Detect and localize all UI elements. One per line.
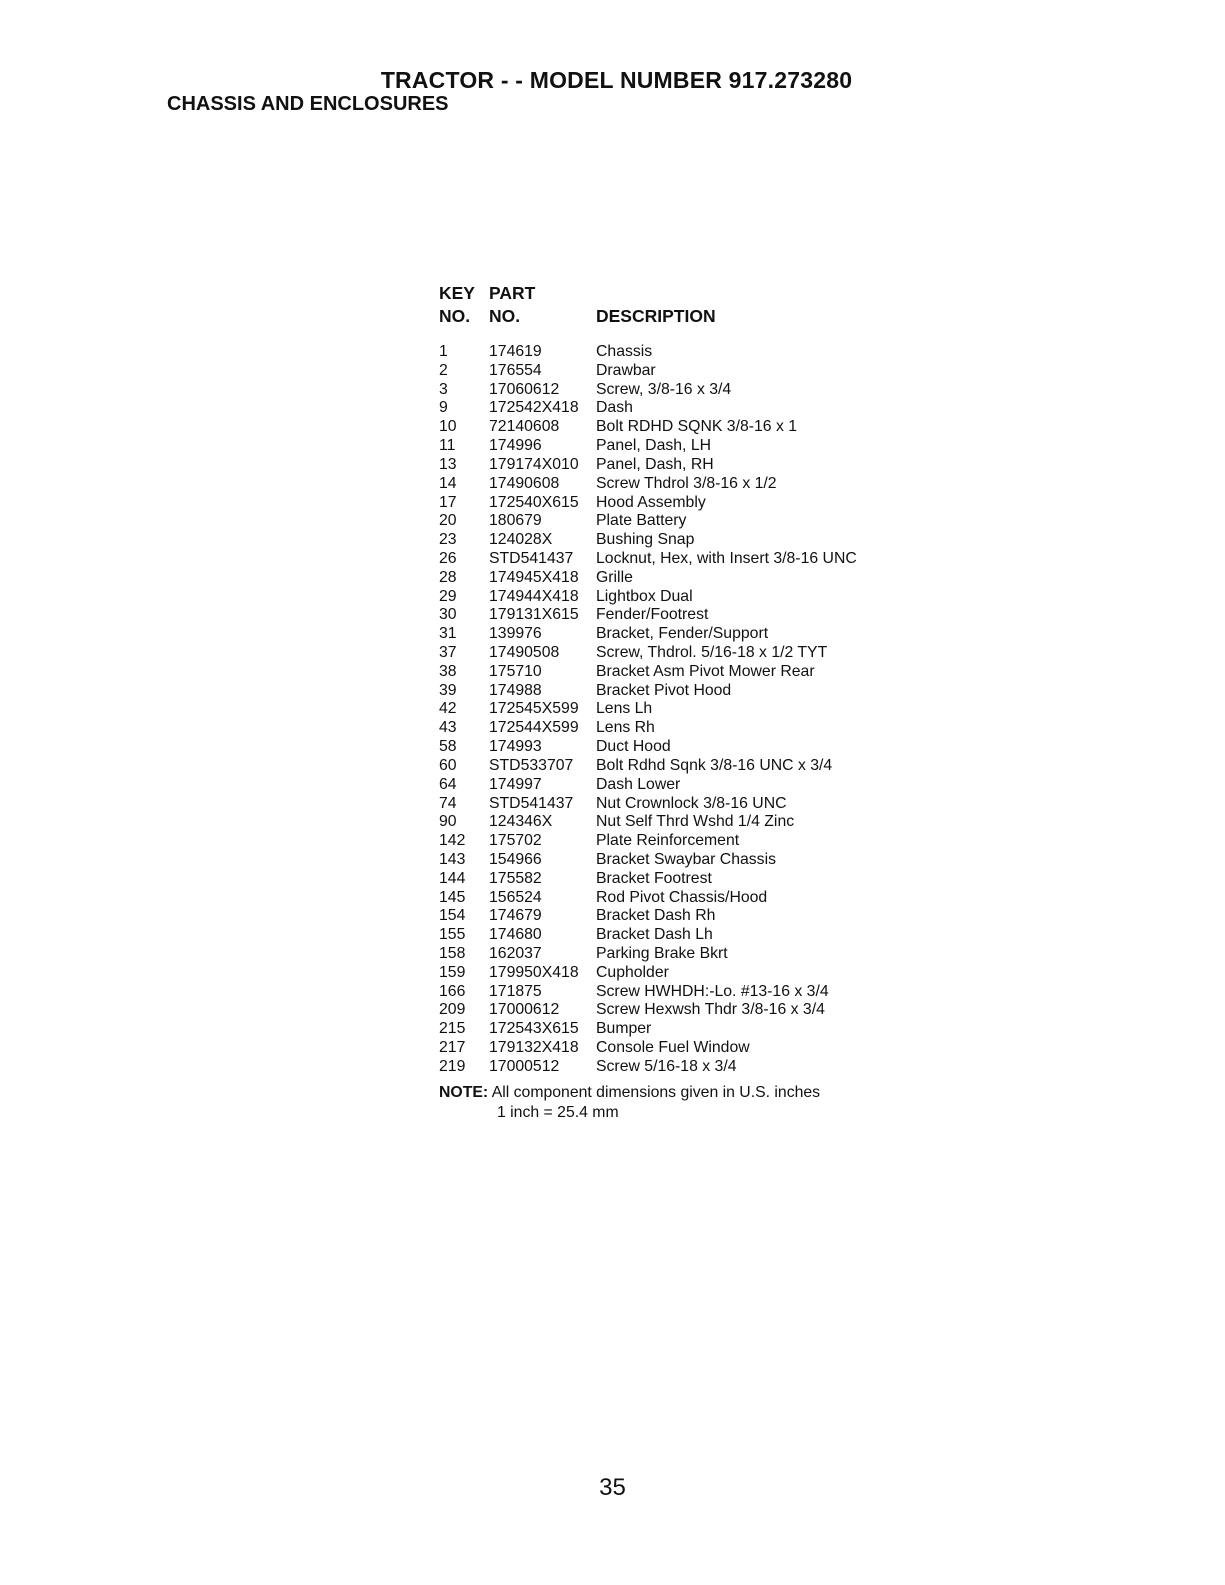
part-number-cell: 174945X418	[489, 568, 579, 586]
key-cell: 20	[439, 512, 457, 530]
part-number-cell: 139976	[489, 625, 542, 643]
part-number-cell: 172543X615	[489, 1020, 579, 1038]
key-cell: 145	[439, 888, 466, 906]
description-cell: Bolt RDHD SQNK 3/8-16 x 1	[596, 418, 798, 436]
key-cell: 74	[439, 794, 457, 812]
description-cell: Dash Lower	[596, 775, 681, 793]
description-cell: Plate Battery	[596, 512, 687, 530]
key-cell: 9	[439, 399, 448, 417]
table-row	[439, 907, 999, 926]
key-cell: 90	[439, 813, 457, 831]
table-row	[439, 926, 999, 945]
description-cell: Screw Hexwsh Thdr 3/8-16 x 3/4	[596, 1001, 825, 1019]
key-cell: 10	[439, 418, 457, 436]
part-number-cell: 162037	[489, 945, 542, 962]
part-number-cell: 174680	[489, 926, 542, 944]
description-cell: Panel, Dash, LH	[596, 437, 712, 455]
key-cell: 166	[439, 982, 466, 1000]
part-number-cell: 17060612	[489, 380, 560, 398]
table-row	[439, 719, 999, 738]
key-cell: 154	[439, 907, 466, 925]
table-row	[439, 531, 999, 550]
table-row	[439, 663, 999, 682]
part-number-cell: 154966	[489, 850, 542, 868]
key-cell: 43	[439, 719, 457, 737]
table-row	[439, 889, 999, 908]
table-row	[439, 644, 999, 663]
description-cell: Grille	[596, 568, 633, 586]
part-number-cell: 174619	[489, 343, 542, 360]
key-cell: 17	[439, 493, 457, 511]
description-cell: Rod Pivot Chassis/Hood	[596, 888, 768, 906]
description-cell: Screw HWHDH:-Lo. #13-16 x 3/4	[596, 982, 829, 1000]
table-row	[439, 399, 999, 418]
header-part-line2: NO.	[489, 306, 521, 326]
part-number-cell: 172540X615	[489, 493, 579, 511]
key-cell: 26	[439, 549, 457, 567]
part-number-cell: 179132X418	[489, 1039, 579, 1057]
key-cell: 142	[439, 832, 466, 850]
table-body	[439, 343, 999, 1077]
key-cell: 23	[439, 531, 457, 549]
header-part-line1: PART	[489, 283, 536, 303]
parts-table	[439, 283, 999, 1075]
description-cell: Hood Assembly	[596, 493, 706, 511]
description-cell: Screw 5/16-18 x 3/4	[596, 1057, 737, 1075]
key-cell: 1	[439, 343, 448, 360]
table-row	[439, 362, 999, 381]
part-number-cell: 175710	[489, 662, 542, 680]
description-cell: Plate Reinforcement	[596, 832, 740, 850]
part-number-cell: 174988	[489, 681, 542, 699]
description-cell: Screw, Thdrol. 5/16-18 x 1/2 TYT	[596, 644, 828, 661]
part-number-cell: 175702	[489, 832, 542, 850]
part-number-cell: 179950X418	[489, 963, 579, 981]
table-row	[439, 343, 999, 362]
key-cell: 143	[439, 850, 466, 868]
part-number-cell: 156524	[489, 888, 542, 906]
description-cell: Bracket Asm Pivot Mower Rear	[596, 662, 815, 680]
part-number-cell: 179174X010	[489, 455, 579, 473]
description-cell: Bracket Footrest	[596, 869, 712, 887]
key-cell: 39	[439, 681, 457, 699]
description-cell: Bracket Dash Rh	[596, 907, 716, 925]
part-number-cell: 174679	[489, 907, 542, 925]
description-cell: Lightbox Dual	[596, 587, 693, 605]
note-line1: All component dimensions given in U.S. inches	[491, 1084, 821, 1101]
part-number-cell: 172545X599	[489, 700, 579, 718]
part-number-cell: 174996	[489, 437, 542, 455]
key-cell: 58	[439, 738, 457, 756]
description-cell: Console Fuel Window	[596, 1039, 750, 1057]
part-number-cell: 171875	[489, 982, 542, 1000]
part-number-cell: 124346X	[489, 813, 553, 831]
part-number-cell: STD533707	[489, 756, 574, 774]
part-number-cell: 17490608	[489, 474, 560, 492]
part-number-cell: STD541437	[489, 549, 574, 567]
description-cell: Bumper	[596, 1020, 652, 1038]
table-row	[439, 1001, 999, 1020]
table-row	[439, 494, 999, 513]
description-cell: Bracket Dash Lh	[596, 926, 713, 944]
table-row	[439, 964, 999, 983]
note	[439, 1083, 820, 1123]
part-number-cell: 17490508	[489, 644, 560, 661]
description-cell: Panel, Dash, RH	[596, 455, 714, 473]
table-row	[439, 475, 999, 494]
key-cell: 37	[439, 644, 457, 661]
description-cell: Dash	[596, 399, 633, 417]
key-cell: 31	[439, 625, 457, 643]
part-number-cell: STD541437	[489, 794, 574, 812]
part-number-cell: 175582	[489, 869, 542, 887]
table-row	[439, 418, 999, 437]
table-row	[439, 625, 999, 644]
key-cell: 158	[439, 945, 466, 962]
key-cell: 217	[439, 1039, 466, 1057]
key-cell: 38	[439, 662, 457, 680]
description-cell: Bracket, Fender/Support	[596, 625, 769, 643]
table-row	[439, 588, 999, 607]
table-row	[439, 456, 999, 475]
table-row	[439, 437, 999, 456]
part-number-cell: 17000512	[489, 1057, 560, 1075]
description-cell: Cupholder	[596, 963, 669, 981]
table-row	[439, 945, 999, 964]
table-row	[439, 1058, 999, 1077]
page-title: TRACTOR - - MODEL NUMBER 917.273280	[380, 67, 853, 93]
description-cell: Screw Thdrol 3/8-16 x 1/2	[596, 474, 777, 492]
description-cell: Bracket Pivot Hood	[596, 681, 732, 699]
key-cell: 60	[439, 756, 457, 774]
description-cell: Parking Brake Bkrt	[596, 945, 728, 962]
table-row	[439, 851, 999, 870]
part-number-cell: 172544X599	[489, 719, 579, 737]
description-cell: Lens Lh	[596, 700, 653, 718]
page-number: 35	[599, 1474, 626, 1501]
key-cell: 159	[439, 963, 466, 981]
part-number-cell: 179131X615	[489, 606, 579, 624]
description-cell: Chassis	[596, 343, 653, 360]
table-row	[439, 682, 999, 701]
table-row	[439, 700, 999, 719]
part-number-cell: 174997	[489, 775, 542, 793]
part-number-cell: 174944X418	[489, 587, 579, 605]
key-cell: 144	[439, 869, 466, 887]
table-row	[439, 381, 999, 400]
table-header	[439, 283, 999, 341]
description-cell: Nut Self Thrd Wshd 1/4 Zinc	[596, 813, 795, 831]
part-number-cell: 17000612	[489, 1001, 560, 1019]
description-cell: Bracket Swaybar Chassis	[596, 850, 776, 868]
table-row	[439, 870, 999, 889]
part-number-cell: 172542X418	[489, 399, 579, 417]
table-row	[439, 983, 999, 1002]
key-cell: 30	[439, 606, 457, 624]
description-cell: Nut Crownlock 3/8-16 UNC	[596, 794, 787, 812]
description-cell: Fender/Footrest	[596, 606, 709, 624]
key-cell: 219	[439, 1057, 466, 1075]
description-cell: Duct Hood	[596, 738, 671, 756]
table-row	[439, 1039, 999, 1058]
key-cell: 155	[439, 926, 466, 944]
description-cell: Bolt Rdhd Sqnk 3/8-16 UNC x 3/4	[596, 756, 833, 774]
table-row	[439, 776, 999, 795]
table-row	[439, 550, 999, 569]
description-cell: Drawbar	[596, 361, 656, 379]
part-number-cell: 124028X	[489, 531, 553, 549]
table-row	[439, 606, 999, 625]
header-key-line1: KEY	[439, 283, 475, 303]
description-cell: Lens Rh	[596, 719, 655, 737]
section-title: CHASSIS AND ENCLOSURES	[167, 93, 449, 115]
header-description: DESCRIPTION	[596, 306, 716, 326]
description-cell: Locknut, Hex, with Insert 3/8-16 UNC	[596, 549, 857, 567]
table-row	[439, 795, 999, 814]
note-label: NOTE:	[439, 1084, 489, 1101]
table-row	[439, 832, 999, 851]
part-number-cell: 180679	[489, 512, 542, 530]
table-row	[439, 813, 999, 832]
table-row	[439, 738, 999, 757]
key-cell: 14	[439, 474, 457, 492]
key-cell: 215	[439, 1020, 466, 1038]
table-row	[439, 757, 999, 776]
key-cell: 42	[439, 700, 457, 718]
part-number-cell: 176554	[489, 361, 542, 379]
description-cell: Screw, 3/8-16 x 3/4	[596, 380, 732, 398]
table-row	[439, 569, 999, 588]
key-cell: 13	[439, 455, 457, 473]
key-cell: 3	[439, 380, 448, 398]
table-row	[439, 1020, 999, 1039]
key-cell: 64	[439, 775, 457, 793]
part-number-cell: 72140608	[489, 418, 560, 436]
key-cell: 29	[439, 587, 457, 605]
part-number-cell: 174993	[489, 738, 542, 756]
key-cell: 209	[439, 1001, 466, 1019]
header-key-line2: NO.	[439, 306, 471, 326]
key-cell: 2	[439, 361, 448, 379]
description-cell: Bushing Snap	[596, 531, 695, 549]
table-row	[439, 512, 999, 531]
key-cell: 28	[439, 568, 457, 586]
note-line2: 1 inch = 25.4 mm	[497, 1104, 619, 1121]
key-cell: 11	[439, 437, 456, 455]
